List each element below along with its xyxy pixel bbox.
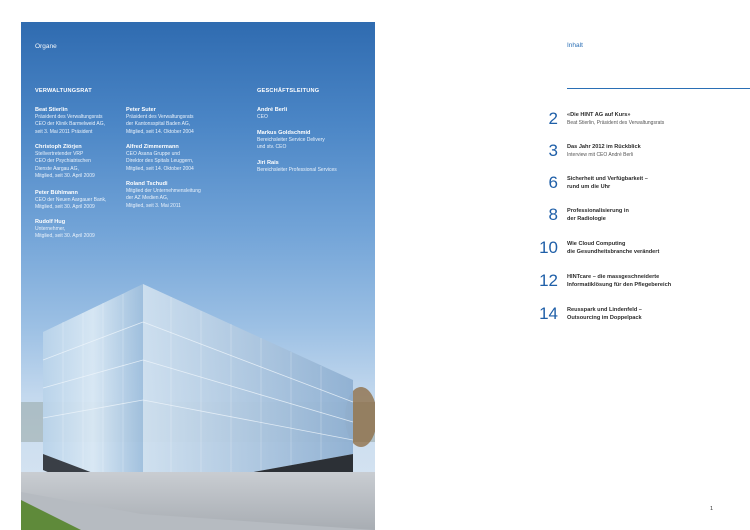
toc-subtitle: rund um die Uhr [567, 184, 611, 190]
member-role-line: Mitglied, seit 14. Oktober 2004 [126, 128, 194, 135]
member-role-line: Unternehmer, [35, 226, 66, 233]
member-role-line: CEO der Klinik Barmelweid AG, [35, 121, 106, 128]
member-name: Markus Goldschmid [257, 130, 311, 136]
member-role-line: Mitglied, seit 30. April 2009 [35, 204, 95, 211]
toc-title: Professionalisierung in [567, 208, 629, 214]
management-member [257, 107, 367, 121]
toc-title: Wie Cloud Computing [567, 241, 626, 247]
member-role-line: Bereichsleiter Professional Services [257, 167, 337, 174]
member-name: Roland Tschudi [126, 181, 168, 187]
member-name: Peter Suter [126, 107, 156, 113]
member-role-line: CEO der Psychiatrischen [35, 158, 91, 165]
section-label-organe: Organe [35, 43, 57, 50]
member-role-line: seit 3. Mai 2011 Präsident [35, 128, 93, 135]
building-photo [21, 22, 375, 530]
toc-page-number: 10 [539, 238, 558, 257]
left-page-photo-panel [21, 22, 375, 530]
member-role-line: und stv. CEO [257, 144, 287, 151]
member-role-line: Präsident des Verwaltungsrats [35, 114, 103, 121]
board-member [35, 219, 145, 241]
toc-subtitle: Informatiklösung für den Pflegebereich [567, 282, 672, 288]
toc-subtitle: die Gesundheitsbranche verändert [567, 249, 660, 255]
toc-title: HINTcare – die massgeschneiderte [567, 274, 660, 280]
member-role-line: Mitglied, seit 30. April 2009 [35, 233, 95, 240]
section-label-inhalt: Inhalt [567, 42, 583, 49]
member-role-line: Dienste Aargau AG, [35, 165, 79, 172]
member-role-line: Direktor des Spitals Leuggern, [126, 158, 194, 165]
toc-divider [567, 88, 750, 89]
member-role-line: Stellvertretender VRP [35, 151, 84, 158]
member-role-line: der Kantonsspital Baden AG, [126, 121, 191, 128]
member-name: André Berli [257, 107, 288, 113]
toc-page-number: 12 [539, 271, 558, 290]
heading-verwaltungsrat: VERWALTUNGSRAT [35, 88, 92, 94]
toc-subtitle: Outsourcing im Doppelpack [567, 315, 642, 321]
member-role-line: der AZ Medien AG, [126, 195, 169, 202]
member-role-line: Mitglied, seit 30. April 2009 [35, 172, 95, 179]
member-role-line: Mitglied, seit 14. Oktober 2004 [126, 165, 194, 172]
member-role-line: Mitglied, seit 3. Mai 2011 [126, 202, 181, 209]
member-role-line: CEO der Neuen Aargauer Bank, [35, 197, 107, 204]
member-name: Rudolf Hug [35, 219, 66, 225]
toc-subtitle: der Radiologie [567, 216, 606, 222]
toc-title: Das Jahr 2012 im Rückblick [567, 144, 641, 150]
management-member [257, 160, 367, 174]
board-member [126, 181, 236, 210]
member-role-line: CEO [257, 114, 268, 121]
toc-page-number: 14 [539, 304, 558, 323]
member-name: Peter Bühlmann [35, 190, 78, 196]
toc-page-number: 8 [548, 205, 558, 224]
toc-title: Reusspark und Lindenfeld – [567, 307, 642, 313]
member-name: Alfred Zimmermann [126, 144, 179, 150]
toc-subtitle: Beat Stierlin, Präsident des Verwaltungsrats [567, 120, 665, 126]
member-name: Beat Stierlin [35, 107, 68, 113]
toc-page-number: 2 [548, 109, 558, 128]
heading-geschaeftsleitung: GESCHÄFTSLEITUNG [257, 88, 320, 94]
member-name: Jiri Rais [257, 160, 279, 166]
toc-title: Sicherheit und Verfügbarkeit – [567, 176, 648, 182]
member-name: Christoph Zlörjen [35, 144, 82, 150]
member-role-line: Bereichsleiter Service Delivery [257, 137, 325, 144]
toc-title: «Die HINT AG auf Kurs» [567, 112, 631, 118]
toc-page-number: 6 [548, 173, 558, 192]
toc-subtitle: Interview mit CEO André Berli [567, 152, 634, 158]
member-role-line: CEO Asana Gruppe und [126, 151, 180, 158]
toc-page-number: 3 [548, 141, 558, 160]
member-role-line: Mitglied der Unternehmensleitung [126, 188, 201, 195]
board-member [126, 107, 236, 136]
member-role-line: Präsident des Verwaltungsrats [126, 114, 194, 121]
board-member [126, 144, 236, 173]
page-number: 1 [710, 506, 714, 512]
management-member [257, 130, 367, 152]
